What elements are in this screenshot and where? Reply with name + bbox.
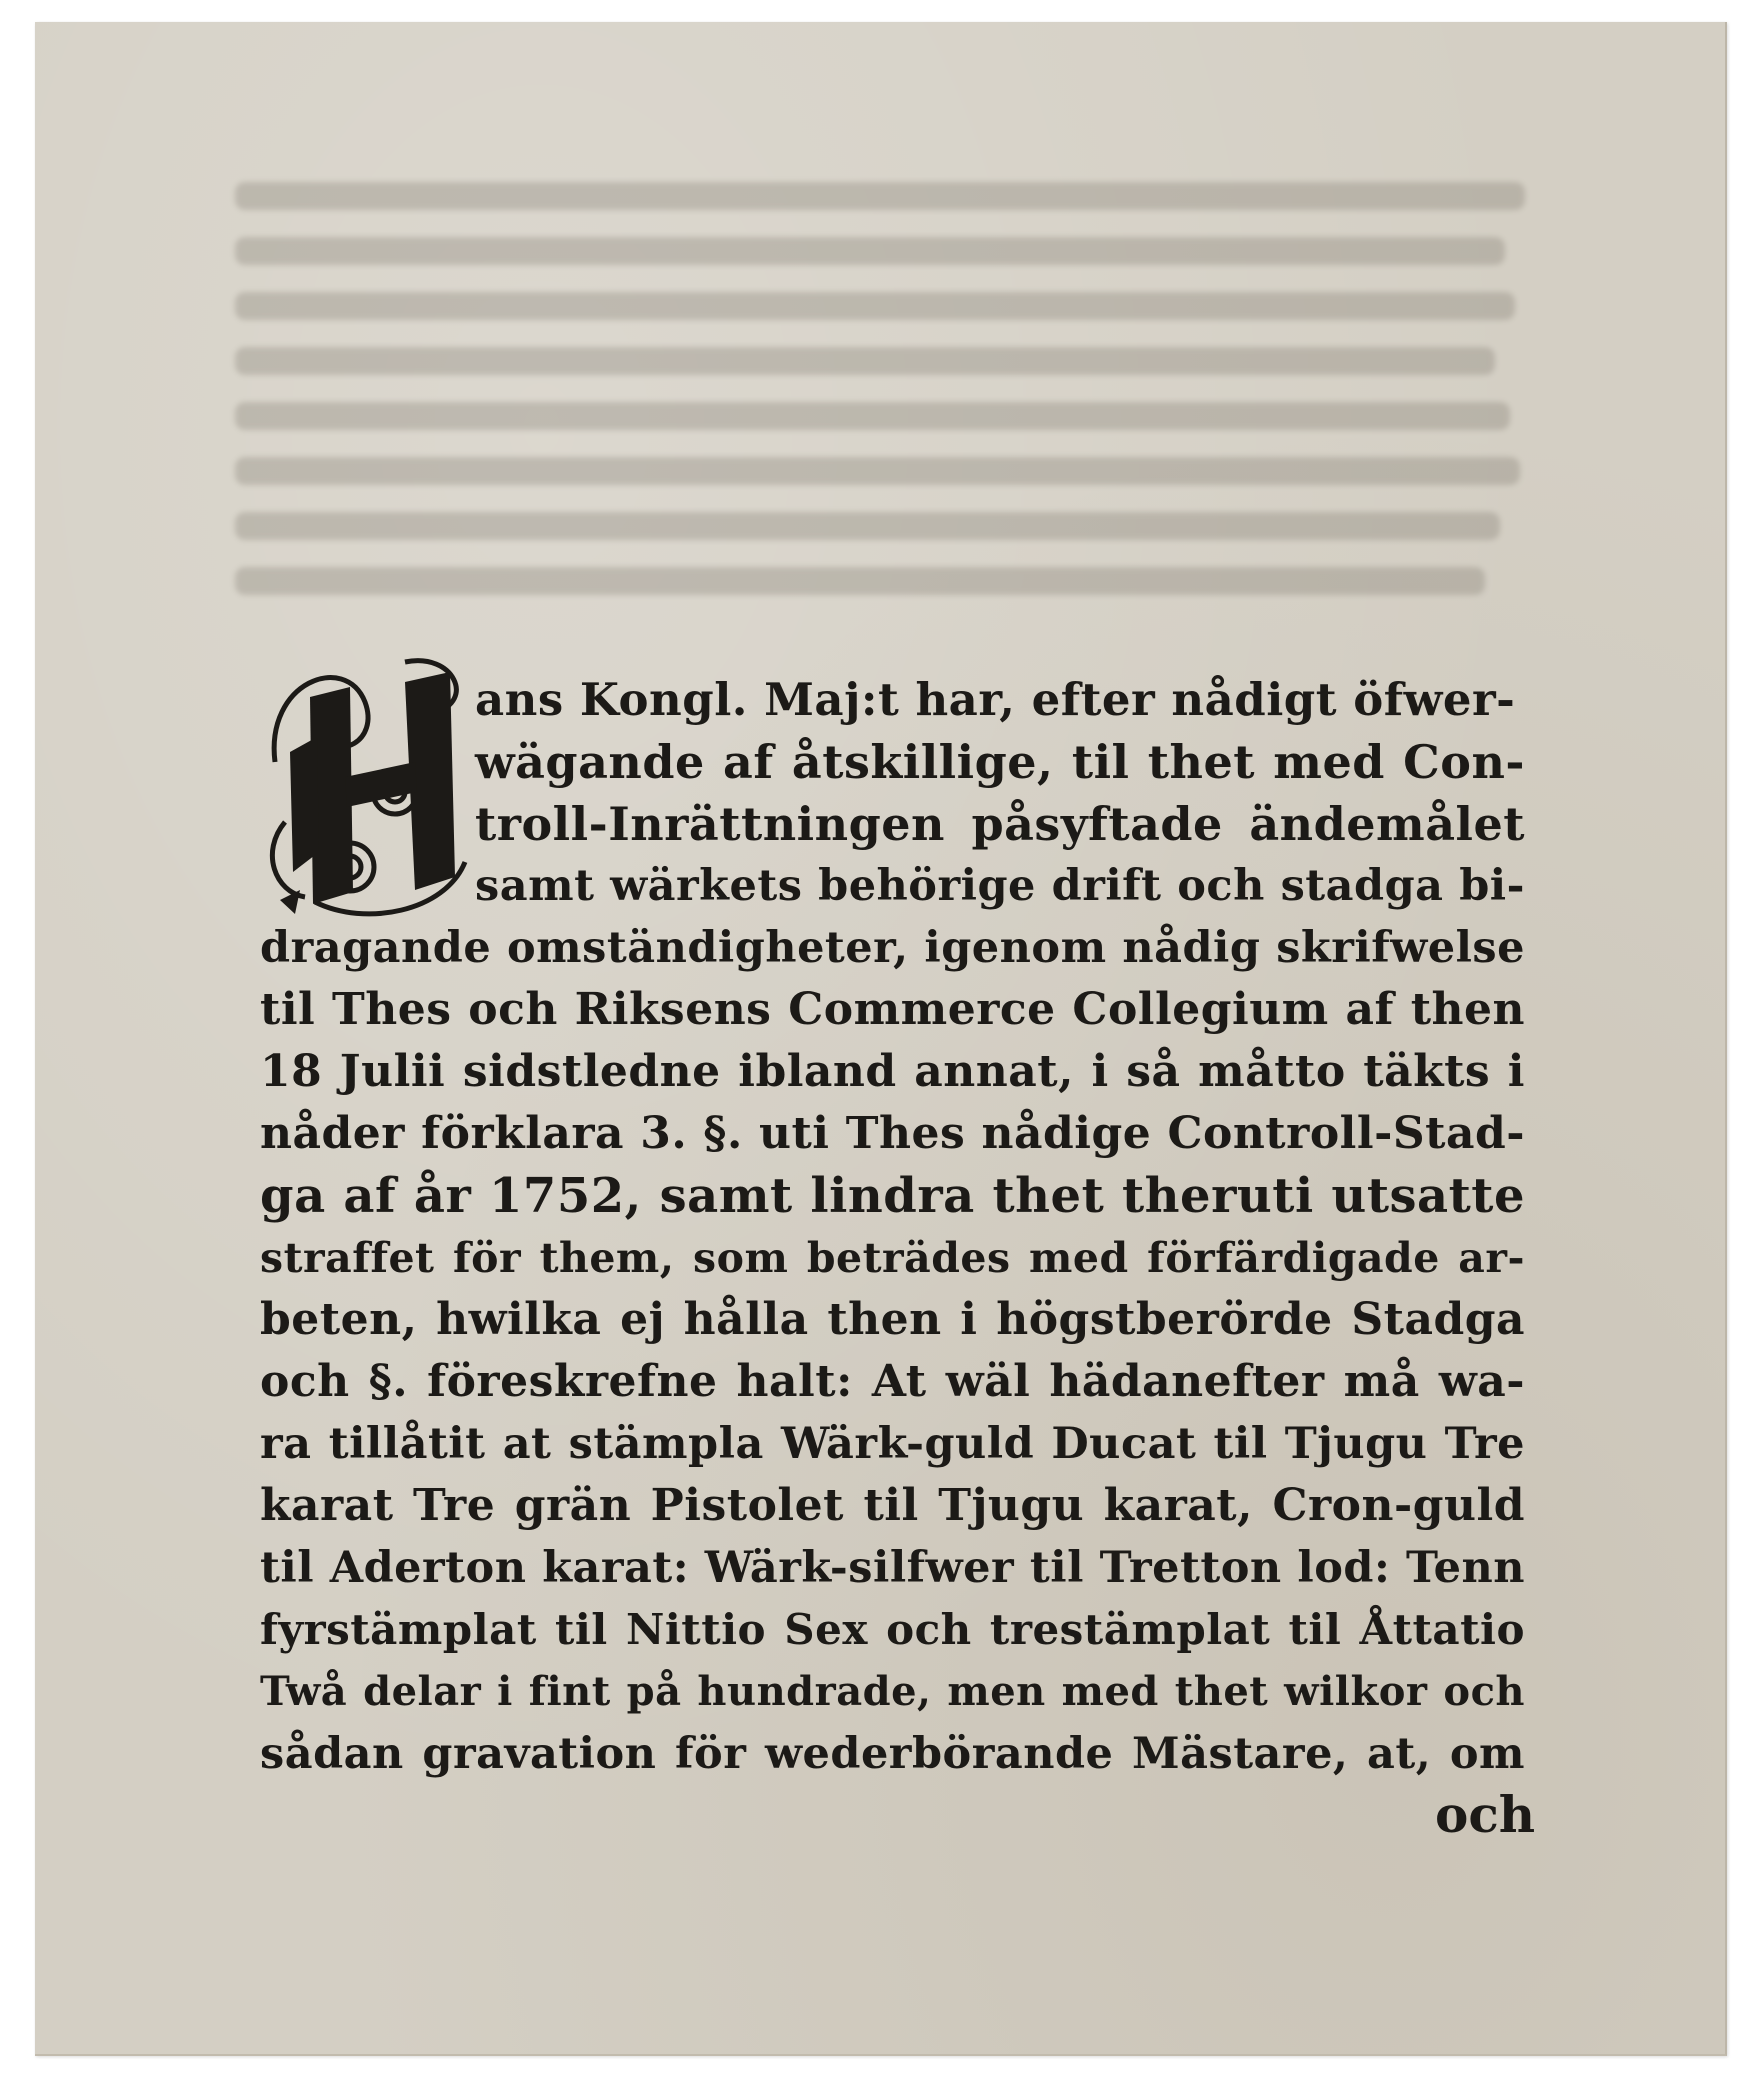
decree-line-7: 18 Julii sidstledne ibland annat, i så måtto täkts i (260, 1046, 1525, 1097)
decorative-initial-h (255, 642, 495, 922)
decree-line-5: dragande omständigheter, igenom nådig skrifwelse (260, 923, 1525, 973)
decree-line-18: sådan gravation för wederbörande Mästare, at, om (260, 1729, 1525, 1779)
decree-line-15: til Aderton karat: Wärk-silfwer til Tretton lod: Tenn (260, 1543, 1525, 1593)
decree-line-10: straffet för them, som beträdes med förfärdigade ar- (260, 1234, 1525, 1282)
decree-line-14: karat Tre grän Pistolet til Tjugu karat, Cron-guld (260, 1480, 1525, 1531)
decree-line-3: troll-Inrättningen påsyftade ändemålet (475, 797, 1525, 851)
reverse-side-bleed-through (235, 182, 1535, 632)
decree-line-13: ra tillåtit at stämpla Wärk-guld Ducat til Tjugu Tre (260, 1419, 1525, 1469)
catchword: och (1435, 1785, 1536, 1844)
decree-line-12: och §. föreskrefne halt: At wäl hädanefter må wa- (260, 1356, 1525, 1407)
decree-line-4: samt wärkets behörige drift och stadga bi- (475, 861, 1525, 911)
document-page (35, 22, 1727, 2056)
decree-line-11: beten, hwilka ej hålla then i högstberörde Stadga (260, 1294, 1525, 1345)
decree-line-2: wägande af åtskillige, til thet med Con- (475, 735, 1525, 789)
decree-line-1: ans Kongl. Maj:t har, efter nådigt öfwer- (475, 673, 1516, 726)
decree-line-16: fyrstämplat til Nittio Sex och trestämplat til Åttatio (260, 1605, 1525, 1654)
decree-line-17: Twå delar i fint på hundrade, men med thet wilkor och (260, 1668, 1525, 1715)
decree-line-9: ga af år 1752, samt lindra thet theruti utsatte (260, 1168, 1525, 1224)
decree-line-6: til Thes och Riksens Commerce Collegium af then (260, 984, 1525, 1035)
decree-line-8: nåder förklara 3. §. uti Thes nådige Controll-Stad- (260, 1108, 1525, 1159)
